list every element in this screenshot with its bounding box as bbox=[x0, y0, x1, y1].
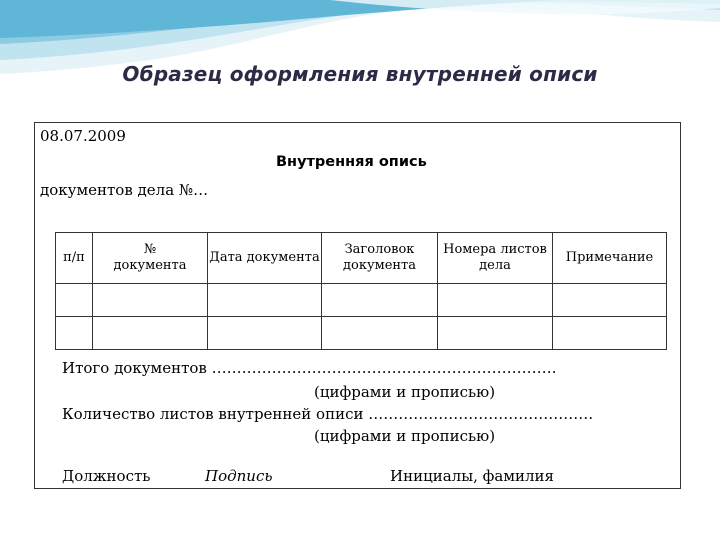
document-title: Внутренняя опись bbox=[276, 154, 427, 170]
signature-name: Инициалы, фамилия bbox=[390, 467, 555, 485]
column-header: Дата документа bbox=[208, 233, 322, 284]
signature-position: Должность bbox=[62, 467, 151, 485]
document-date: 08.07.2009 bbox=[40, 127, 126, 145]
table-cell bbox=[553, 284, 667, 317]
table-cell bbox=[553, 317, 667, 350]
table-header-row bbox=[56, 233, 667, 284]
document-subtitle: документов дела №… bbox=[40, 181, 209, 199]
table-row bbox=[56, 317, 667, 350]
total-documents-hint: (цифрами и прописью) bbox=[314, 383, 496, 401]
table-cell bbox=[208, 317, 322, 350]
table-cell bbox=[56, 317, 93, 350]
column-header: Номера листов дела bbox=[438, 233, 553, 284]
total-documents-line: Итого документов …………………………………………………………… bbox=[62, 359, 557, 377]
inventory-table bbox=[55, 232, 667, 350]
sheets-count-line: Количество листов внутренней описи ……………………………………… bbox=[62, 405, 594, 423]
column-header: п/п bbox=[56, 233, 93, 284]
signature-sign: Подпись bbox=[205, 467, 273, 485]
table-cell bbox=[93, 284, 208, 317]
column-header: Примечание bbox=[553, 233, 667, 284]
column-header: Заголовок документа bbox=[322, 233, 438, 284]
table-cell bbox=[438, 284, 553, 317]
table-cell bbox=[93, 317, 208, 350]
table-cell bbox=[208, 284, 322, 317]
table-cell bbox=[56, 284, 93, 317]
slide-title: Образец оформления внутренней описи bbox=[122, 62, 598, 86]
column-header: № документа bbox=[93, 233, 208, 284]
decorative-waves bbox=[0, 0, 720, 110]
table-cell bbox=[438, 317, 553, 350]
sheets-count-hint: (цифрами и прописью) bbox=[314, 427, 496, 445]
table-row bbox=[56, 284, 667, 317]
table-cell bbox=[322, 317, 438, 350]
table-cell bbox=[322, 284, 438, 317]
